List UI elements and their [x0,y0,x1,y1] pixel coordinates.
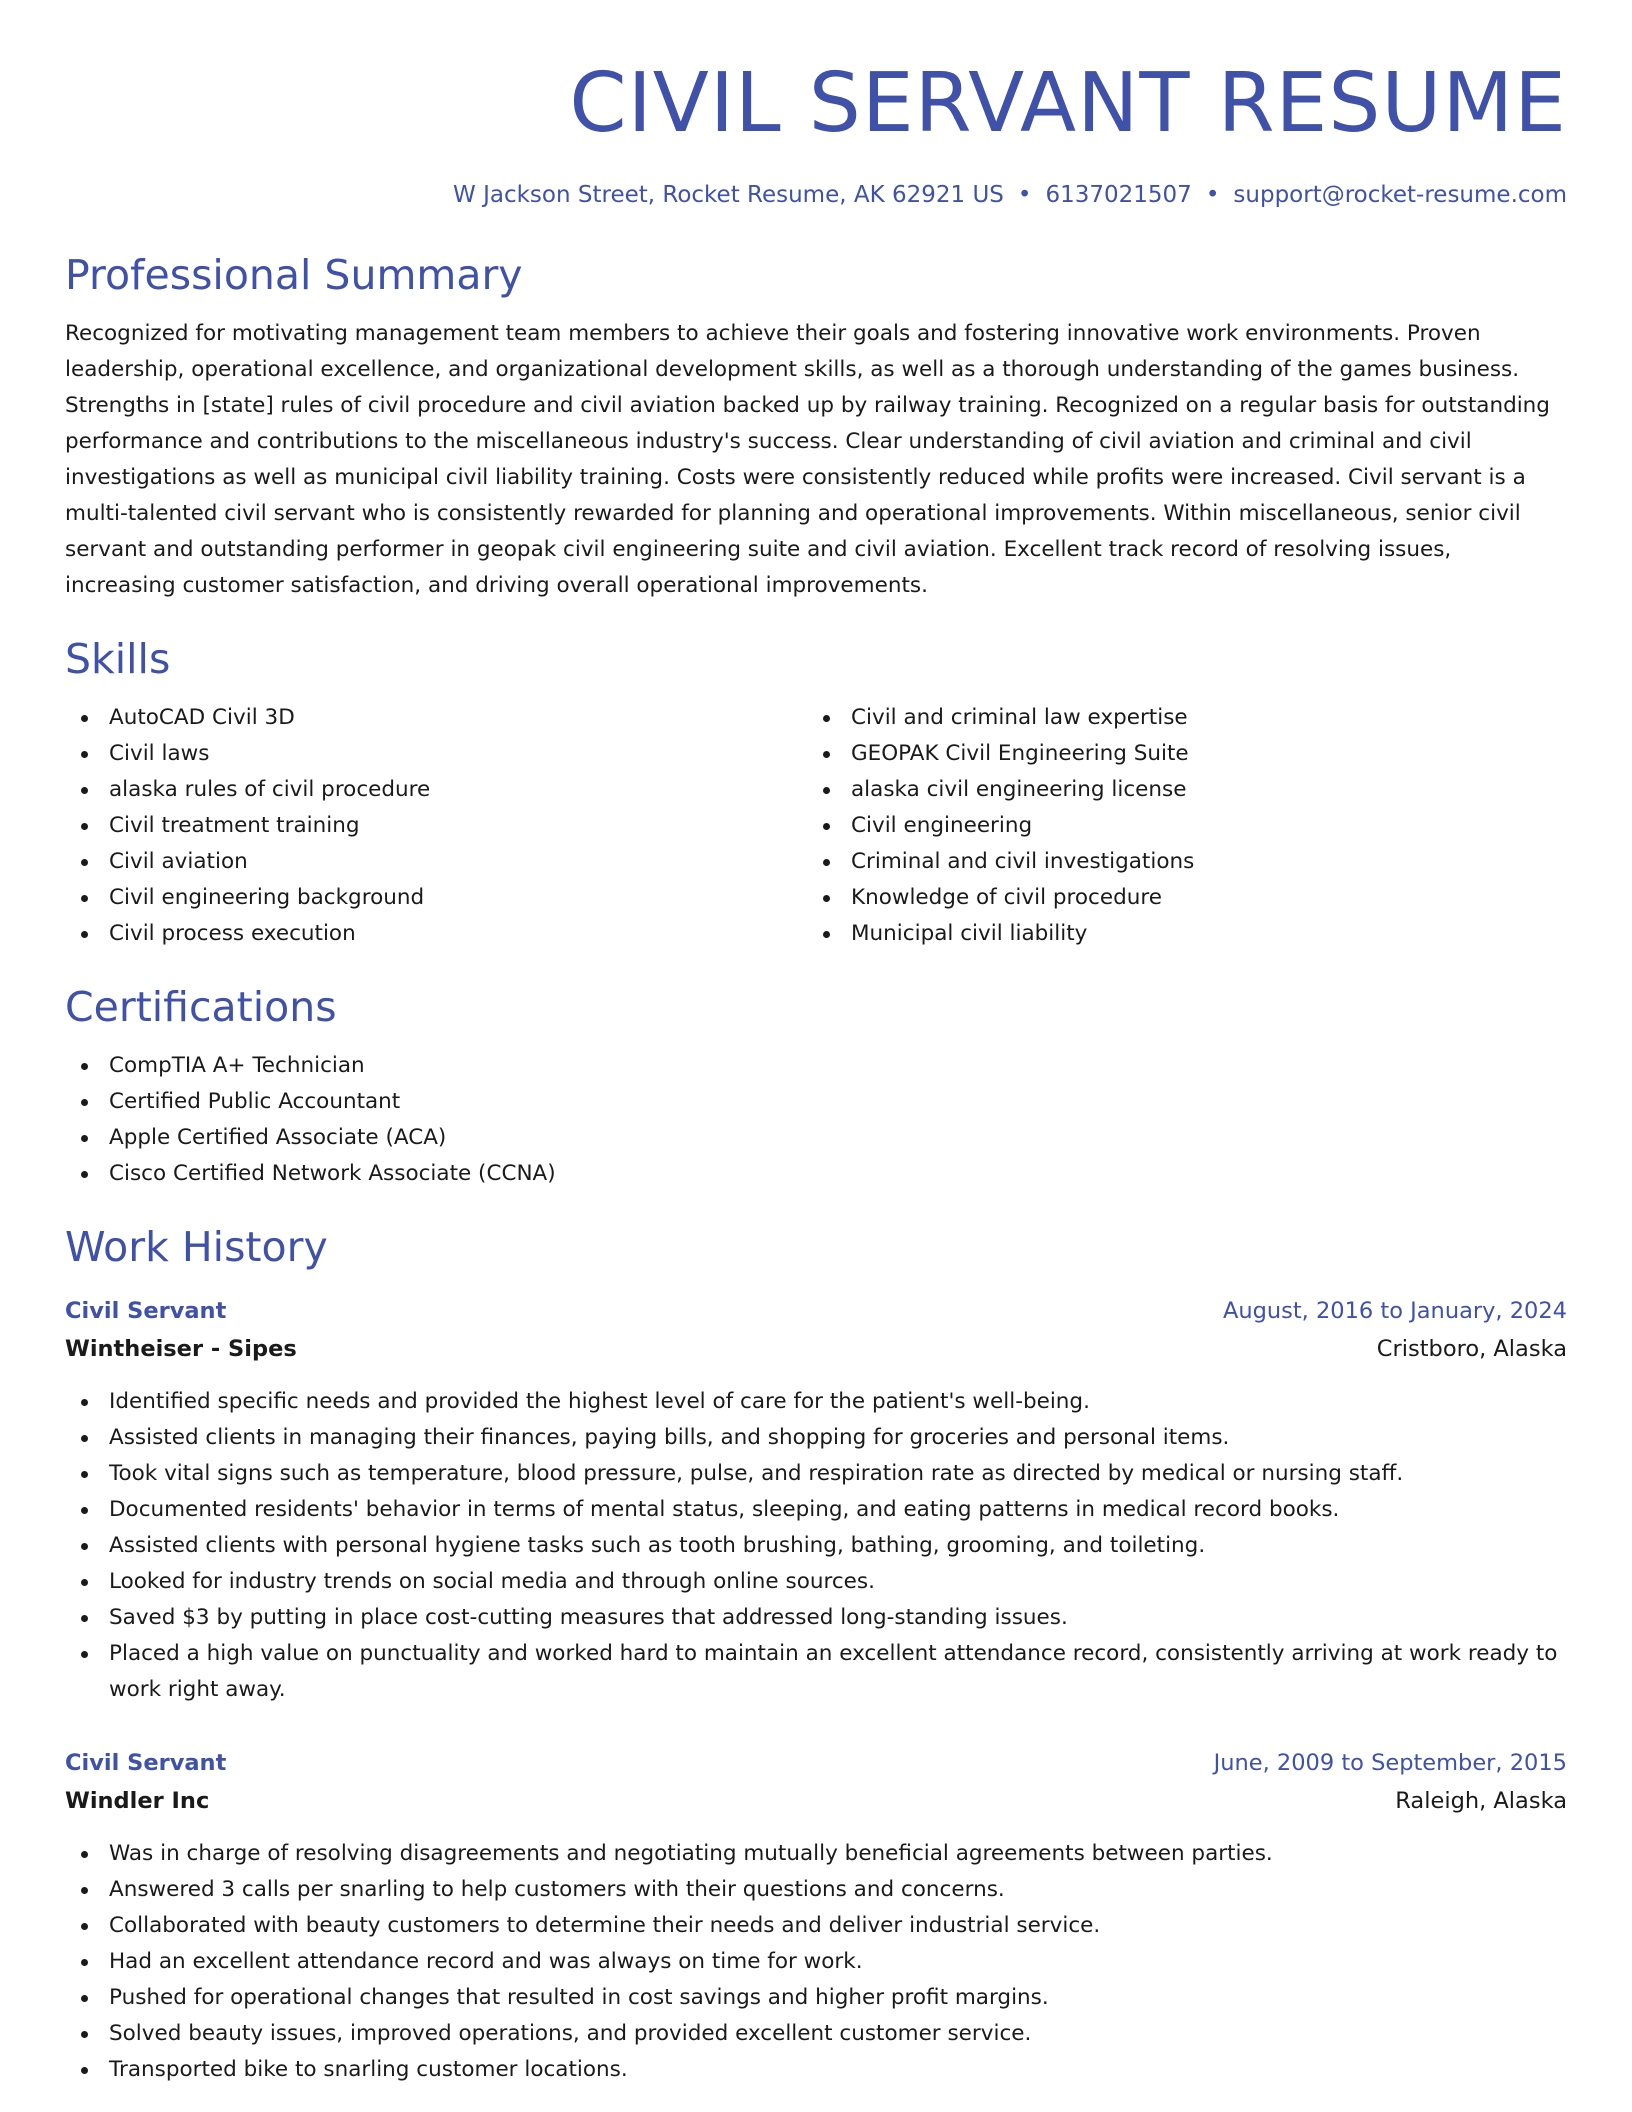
skill-item: Civil engineering background [65,880,807,916]
job-duty-item: Saved $3 by putting in place cost-cutting measures that addressed long-standing issues. [65,1600,1567,1636]
skill-item: Criminal and civil investigations [807,844,1549,880]
resume-header [65,54,1567,212]
skill-item: Municipal civil liability [807,916,1549,952]
job-company-row [65,1330,1567,1368]
resume-title: CIVIL SERVANT RESUME [569,56,1567,151]
job-title: Civil Servant [65,1750,227,1776]
work-history-heading: Work History [65,1223,328,1271]
skill-item: Civil treatment training [65,808,807,844]
contact-phone: 6137021507 [1045,182,1192,208]
job-duty-item: Answered 3 calls per snarling to help customers with their questions and concerns. [65,1872,1567,1908]
job-duty-item: Was in charge of resolving disagreements and negotiating mutually beneficial agreements between parties. [65,1836,1567,1872]
skills-heading: Skills [65,635,171,683]
skill-item: Civil engineering [807,808,1549,844]
certifications-list [65,1048,1567,1192]
skill-item: Civil and criminal law expertise [807,700,1549,736]
job-entry [65,1292,1567,1708]
job-duty-item: Collaborated with beauty customers to determine their needs and deliver industrial service. [65,1908,1567,1944]
job-dates: August, 2016 to January, 2024 [1222,1298,1567,1324]
job-duty-item: Transported bike to snarling customer locations. [65,2052,1567,2088]
summary-text: Recognized for motivating management team members to achieve their goals and fostering innovative work environments. Proven leadership, operational excellence, and organizational development skills, as well as a thorough understanding of the games business. Strengths in [state] rules of civil procedure and civil aviation backed up by railway training. Recognized on a regular basis for outstanding performance and contributions to the miscellaneous industry's success. Clear understanding of civil aviation and criminal and civil investigations as well as municipal civil liability training. Costs were consistently reduced while profits were increased. Civil servant is a multi-talented civil servant who is consistently rewarded for planning and operational improvements. Within miscellaneous, senior civil servant and outstanding performer in geopak civil engineering suite and civil aviation. Excellent track record of resolving issues, increasing customer satisfaction, and driving overall operational improvements. [65,321,1550,598]
job-duty-item: Had an excellent attendance record and was always on time for work. [65,1944,1567,1980]
job-duties-list [65,1384,1567,1708]
certifications-heading: Certifications [65,983,337,1031]
certification-item: Certified Public Accountant [65,1084,1567,1120]
skills-list-right [807,700,1549,952]
job-duties-list [65,1836,1567,2088]
job-dates: June, 2009 to September, 2015 [1213,1750,1567,1776]
job-duty-item: Identified specific needs and provided the highest level of care for the patient's well-being. [65,1384,1567,1420]
skill-item: Civil process execution [65,916,807,952]
contact-line [65,178,1567,212]
job-entry [65,1744,1567,2088]
job-duty-item: Took vital signs such as temperature, blood pressure, pulse, and respiration rate as directed by medical or nursing staff. [65,1456,1567,1492]
job-company: Wintheiser - Sipes [65,1336,297,1362]
skills-grid [65,700,1567,952]
skill-item: alaska civil engineering license [807,772,1549,808]
job-duty-item: Placed a high value on punctuality and worked hard to maintain an excellent attendance record, consistently arriving at work ready to work right away. [65,1636,1567,1708]
job-title: Civil Servant [65,1298,227,1324]
skill-item: Civil aviation [65,844,807,880]
skill-item: Civil laws [65,736,807,772]
job-duty-item: Solved beauty issues, improved operations, and provided excellent customer service. [65,2016,1567,2052]
job-duty-item: Looked for industry trends on social media and through online sources. [65,1564,1567,1600]
certifications-section [65,980,1567,1192]
job-company: Windler Inc [65,1788,210,1814]
skill-item: Knowledge of civil procedure [807,880,1549,916]
skill-item: alaska rules of civil procedure [65,772,807,808]
certification-item: Apple Certified Associate (ACA) [65,1120,1567,1156]
job-duty-item: Assisted clients with personal hygiene tasks such as tooth brushing, bathing, grooming, and toileting. [65,1528,1567,1564]
job-duty-item: Documented residents' behavior in terms of mental status, sleeping, and eating patterns in medical record books. [65,1492,1567,1528]
job-location: Raleigh, Alaska [1395,1788,1567,1814]
job-duty-item: Pushed for operational changes that resulted in cost savings and higher profit margins. [65,1980,1567,2016]
certification-item: Cisco Certified Network Associate (CCNA) [65,1156,1567,1192]
job-title-row [65,1292,1567,1330]
contact-email: support@rocket-resume.com [1233,182,1567,208]
skill-item: AutoCAD Civil 3D [65,700,807,736]
job-title-row [65,1744,1567,1782]
job-location: Cristboro, Alaska [1376,1336,1567,1362]
summary-heading: Professional Summary [65,251,523,299]
job-duty-item: Assisted clients in managing their finances, paying bills, and shopping for groceries and personal items. [65,1420,1567,1456]
summary-section [65,248,1567,604]
job-company-row [65,1782,1567,1820]
contact-address: W Jackson Street, Rocket Resume, AK 62921 US [453,182,1004,208]
certification-item: CompTIA A+ Technician [65,1048,1567,1084]
contact-separator: • [1205,182,1220,208]
contact-separator: • [1017,182,1032,208]
skills-list-left [65,700,807,952]
skills-section [65,632,1567,952]
work-history-section [65,1220,1567,2088]
skill-item: GEOPAK Civil Engineering Suite [807,736,1549,772]
